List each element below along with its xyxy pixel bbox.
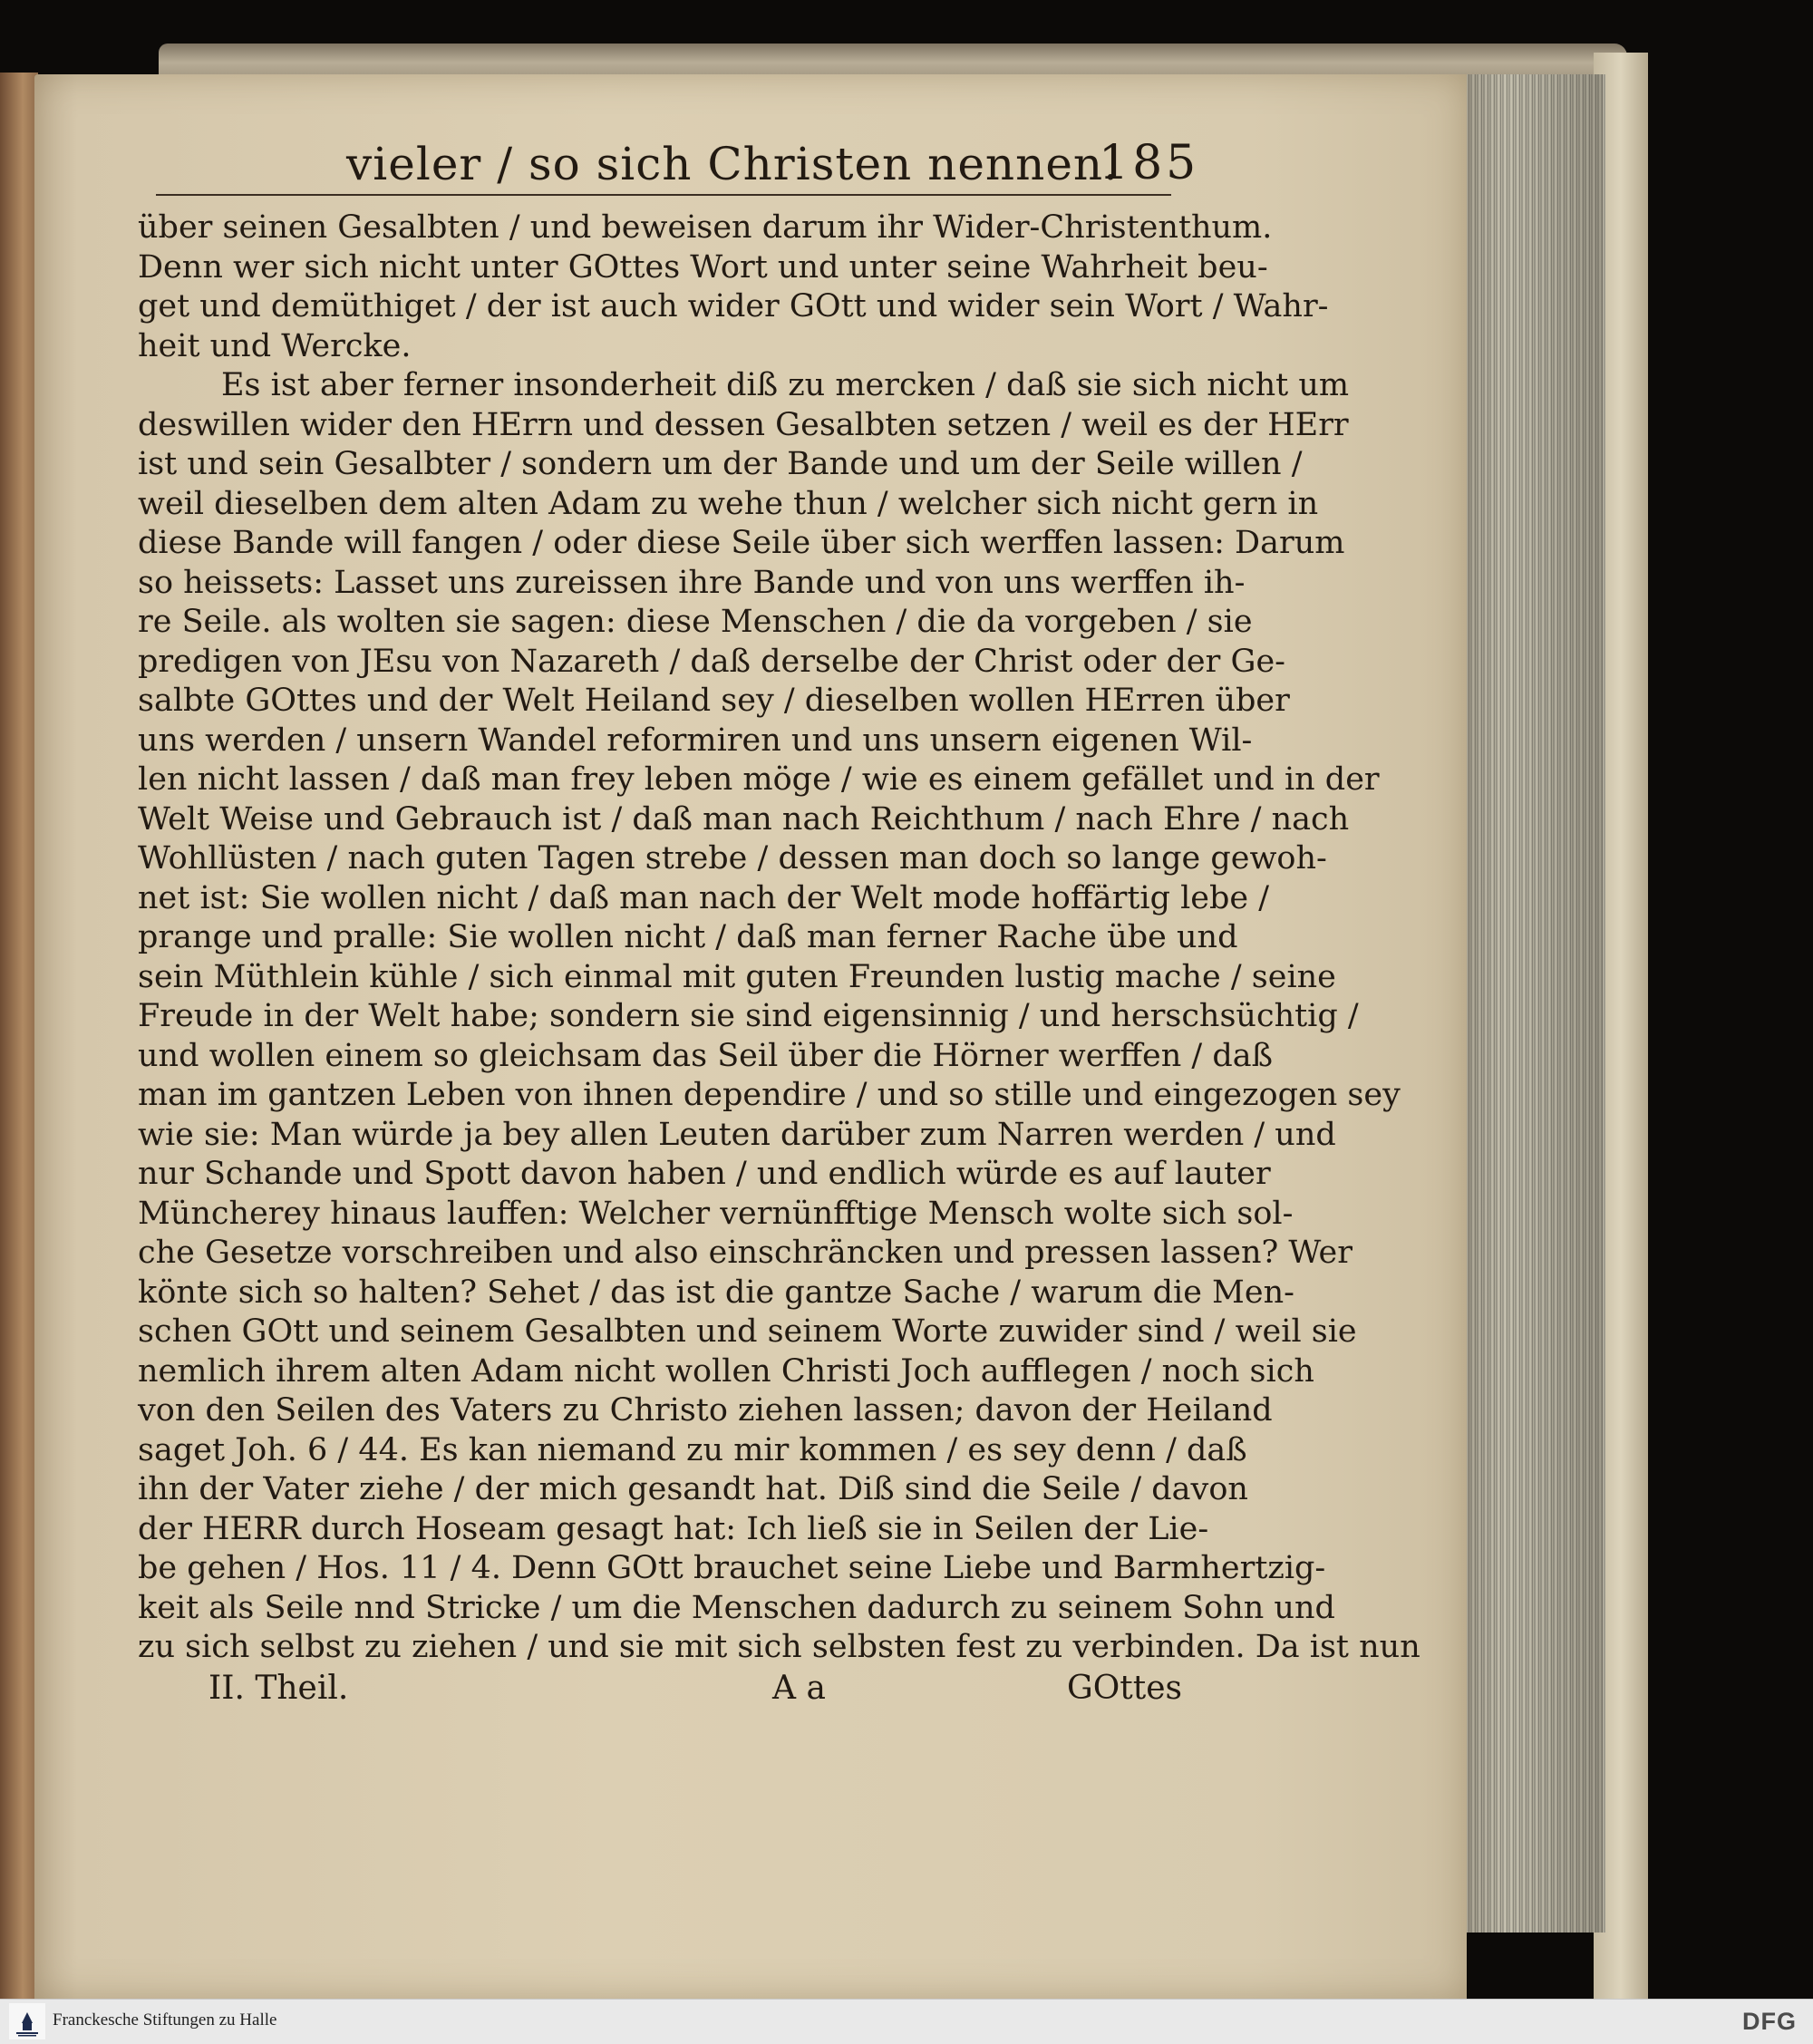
text-line: be gehen / Hos. 11 / 4. Denn GOtt brauchet seine Liebe und Barmhertzig- (138, 1550, 1326, 1586)
catchword: GOttes (1067, 1669, 1182, 1707)
running-head: vieler / so sich Christen nennen. (346, 138, 1120, 190)
text-line: nur Schande und Spott davon haben / und endlich würde es auf lauter (138, 1156, 1271, 1192)
text-line: und wollen einem so gleichsam das Seil über die Hörner werffen / daß (138, 1037, 1274, 1074)
text-line: Welt Weise und Gebrauch ist / daß man nach Reichthum / nach Ehre / nach (138, 800, 1350, 838)
text-line: keit als Seile nnd Stricke / um die Menschen dadurch zu seinem Sohn und (138, 1589, 1335, 1626)
text-line: Denn wer sich nicht unter GOttes Wort und unter seine Wahrheit beu- (138, 248, 1268, 286)
institution-name[interactable]: Franckesche Stiftungen zu Halle (53, 2010, 277, 2029)
text-line: heit und Wercke. (138, 327, 412, 364)
text-line: weil dieselben dem alten Adam zu wehe thun / welcher sich nicht gern in (138, 485, 1319, 522)
header-rule (156, 194, 1171, 196)
text-line: Müncherey hinaus lauffen: Welcher vernünfftige Mensch wolte sich sol- (138, 1195, 1294, 1232)
text-line: der HERR durch Hoseam gesagt hat: Ich ließ sie in Seilen der Lie- (138, 1510, 1209, 1547)
page-number: 185 (1099, 136, 1200, 190)
text-block (138, 120, 1420, 1719)
text-line-paragraph-start: Es ist aber ferner insonderheit diß zu mercken / daß sie sich nicht um (221, 367, 1350, 403)
text-line: über seinen Gesalbten / und beweisen darum ihr Wider-Christenthum. (138, 209, 1273, 246)
text-line: von den Seilen des Vaters zu Christo ziehen lassen; davon der Heiland (138, 1392, 1273, 1429)
facing-page-edge (0, 73, 38, 1999)
page-header (138, 120, 1207, 201)
text-line: len nicht lassen / daß man frey leben möge / wie es einem gefället und in der (138, 761, 1380, 798)
text-line: zu sich selbst zu ziehen / und sie mit sich selbsten fest zu verbinden. Da ist nun (138, 1629, 1420, 1665)
text-line: schen GOtt und seinem Gesalbten und seinem Worte zuwider sind / weil sie (138, 1313, 1357, 1350)
text-line: saget Joh. 6 / 44. Es kan niemand zu mir kommen / es sey denn / daß (138, 1431, 1247, 1468)
text-line: uns werden / unsern Wandel reformiren und uns unsern eigenen Wil- (138, 722, 1253, 759)
book-cover-top-edge (159, 44, 1627, 78)
text-line: net ist: Sie wollen nicht / daß man nach der Welt mode hoffärtig lebe / (138, 879, 1270, 916)
text-line: man im gantzen Leben von ihnen dependire / und so stille und eingezogen sey (138, 1077, 1401, 1113)
volume-part-label: II. Theil. (208, 1669, 349, 1707)
text-line: so heissets: Lasset uns zureissen ihre Bande und von uns werffen ih- (138, 564, 1246, 601)
text-line: Freude in der Welt habe; sondern sie sind eigensinnig / und herschsüchtig / (138, 998, 1359, 1034)
text-line: sein Müthlein kühle / sich einmal mit guten Freunden lustig mache / seine (138, 958, 1336, 995)
text-line: nemlich ihrem alten Adam nicht wollen Christi Joch aufflegen / noch sich (138, 1352, 1314, 1390)
text-line: wie sie: Man würde ja bey allen Leuten darüber zum Narren werden / und (138, 1116, 1336, 1153)
printer-signature: A a (772, 1669, 826, 1707)
body-text (138, 208, 1420, 1668)
text-line: diese Bande will fangen / oder diese Seile über sich werffen lassen: Darum (138, 525, 1345, 561)
text-line: Wohllüsten / nach guten Tagen strebe / dessen man doch so lange gewoh- (138, 840, 1327, 877)
page-footer (138, 1664, 1207, 1719)
institution-logo-icon[interactable] (9, 2003, 45, 2039)
viewer-footer-bar (0, 1999, 1813, 2044)
text-line: salbte GOttes und der Welt Heiland sey / dieselben wollen HErren über (138, 683, 1290, 719)
text-line: re Seile. als wolten sie sagen: diese Menschen / die da vorgeben / sie (138, 604, 1253, 640)
text-line: ihn der Vater ziehe / der mich gesandt hat. Diß sind die Seile / davon (138, 1471, 1248, 1507)
text-line: deswillen wider den HErrn und dessen Gesalbten setzen / weil es der HErr (138, 406, 1349, 443)
text-line: che Gesetze vorschreiben und also einschräncken und pressen lassen? Wer (138, 1235, 1352, 1271)
text-line: könte sich so halten? Sehet / das ist die gantze Sache / warum die Men- (138, 1274, 1294, 1311)
text-line: prange und pralle: Sie wollen nicht / daß man ferner Rache übe und (138, 919, 1238, 955)
text-line: ist und sein Gesalbter / sondern um der Bande und um der Seile willen / (138, 446, 1303, 482)
text-line: get und demüthiget / der ist auch wider GOtt und wider sein Wort / Wahr- (138, 288, 1329, 325)
dfg-logo[interactable]: DFG (1742, 2008, 1797, 2035)
text-line: predigen von JEsu von Nazareth / daß derselbe der Christ oder der Ge- (138, 643, 1285, 680)
